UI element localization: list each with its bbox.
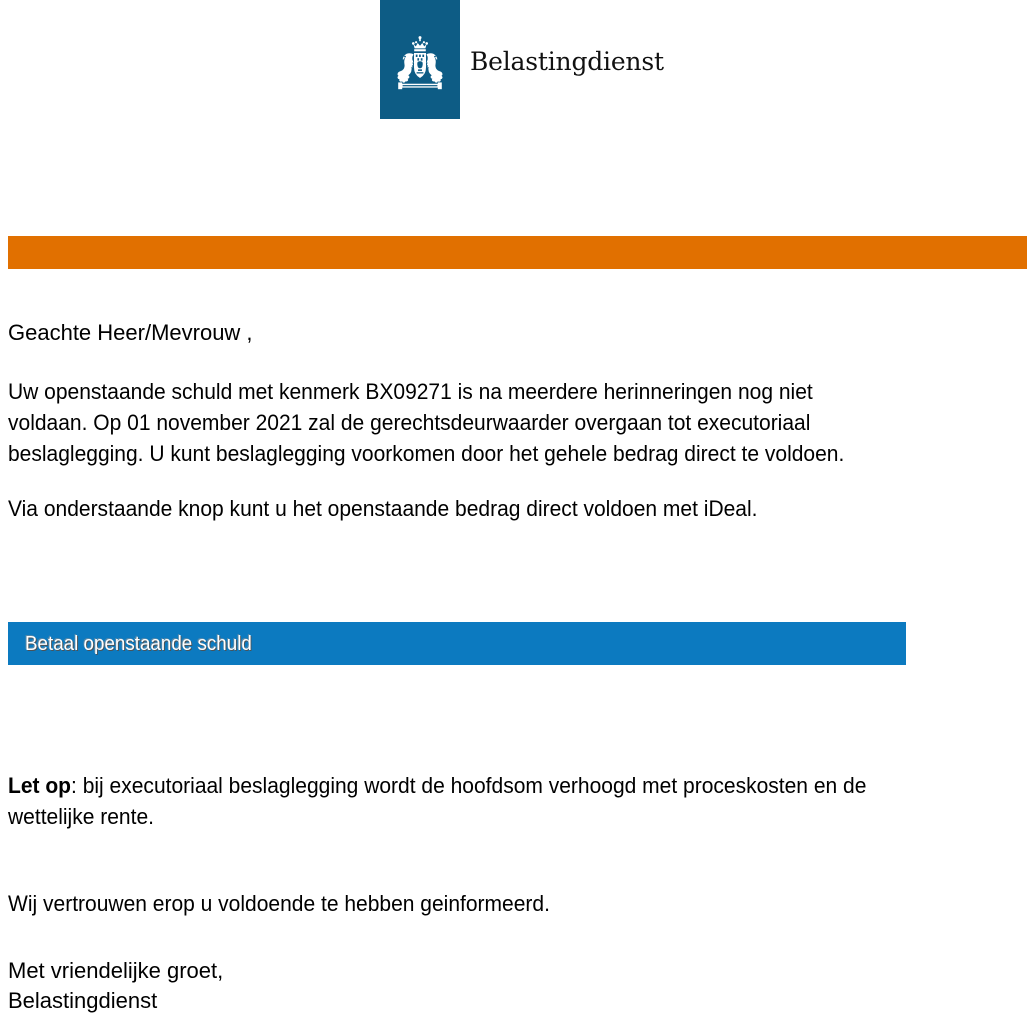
- pay-outstanding-debt-button[interactable]: [8, 622, 906, 665]
- orange-divider-bar: [8, 236, 1027, 269]
- page-header: [0, 0, 1035, 120]
- letter-paragraph-1: Uw openstaande schuld met kenmerk BX09271 is na meerdere herinneringen nog niet voldaan. Op 01 november 2021 zal de gerechtsdeurwaarder overgaan tot executoriaal beslaglegging. U kunt beslaglegging voorkomen door het gehele bedrag direct te voldoen.: [8, 379, 845, 466]
- letter-paragraph-2: Via onderstaande knop kunt u het openstaande bedrag direct voldoen met iDeal.: [8, 496, 758, 521]
- letter-notice: [8, 770, 879, 832]
- belastingdienst-logo-block: [380, 0, 460, 119]
- letter-confirmation: Wij vertrouwen erop u voldoende te hebben geinformeerd.: [8, 891, 550, 916]
- belastingdienst-wordmark: Belastingdienst: [470, 47, 664, 76]
- dutch-government-coat-of-arms-icon: [389, 36, 451, 94]
- letter-notice-text: : bij executoriaal beslaglegging wordt de hoofdsom verhoogd met proceskosten en de wettelijke rente.: [8, 773, 867, 829]
- pay-button-label: Betaal openstaande schuld: [25, 633, 252, 655]
- letter-signoff-line-2: Belastingdienst: [8, 988, 158, 1013]
- letter-body: [8, 318, 1018, 524]
- letter-greeting: Geachte Heer/Mevrouw ,: [8, 320, 253, 345]
- letter-notice-bold-lead: Let op: [8, 773, 72, 798]
- letter-signoff-line-1: Met vriendelijke groet,: [8, 958, 224, 983]
- letter-signoff: [8, 956, 508, 1016]
